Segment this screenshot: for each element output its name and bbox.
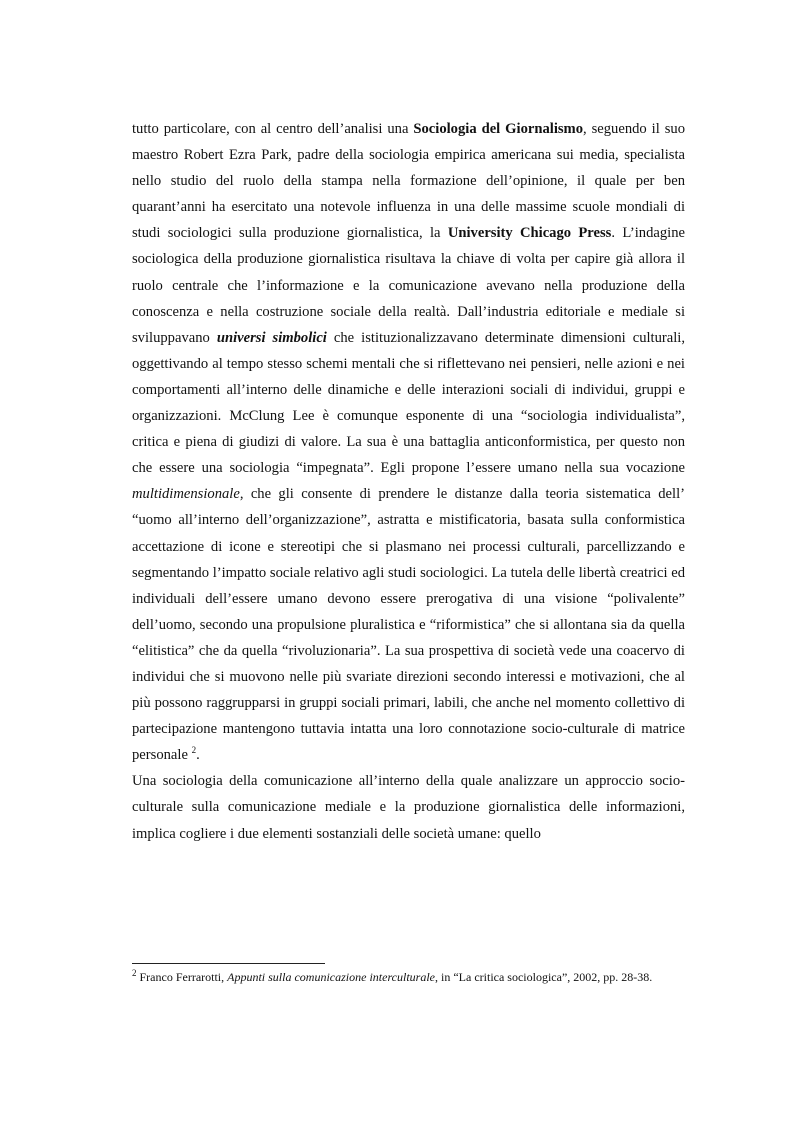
text-run: . L’indagine sociologica della produzione giornalistica risultava la chiave di volta per capire già allora il ruolo centrale che l’informazione e la comunicazione avevano nella produzione della conoscenza e nella costruzione sociale della realtà. Dall’industria editoriale e mediale si sviluppavano [132, 225, 686, 346]
footnote-marker: 2 [132, 968, 137, 978]
text-run: . [196, 747, 200, 764]
footnote-divider [132, 963, 325, 964]
paragraph-1 [132, 116, 685, 768]
footnote-title: Appunti sulla comunicazione interculturale [227, 970, 436, 984]
text-run: tutto particolare, con al centro dell’analisi una [132, 121, 414, 137]
footnote [132, 970, 685, 986]
bold-term-university-chicago-press: University Chicago Press [447, 225, 612, 242]
paragraph-2: Una sociologia della comunicazione all’interno della quale analizzare un approccio socio-culturale sulla comunicazione mediale e la produzione giornalistica delle informazioni, implica cogliere i due elementi sostanziali delle società umane: quello [132, 773, 685, 842]
italic-term-multidimensionale: multidimensionale [132, 486, 240, 503]
footnote-citation: , in “La critica sociologica”, 2002, pp. 28-38. [435, 970, 653, 984]
text-run: , che gli consente di prendere le distanze dalla teoria sistematica dell’ “uomo all’interno dell’organizzazione”, astratta e mistificatoria, basata sulla conformistica accettazione di icone e stereotipi che si plasmano nei processi culturali, parcellizzando e segmentando l’impatto sociale relativo agli studi sociologici. La tutela delle libertà creatrici ed individuali dell’essere umano devono essere prerogativa di una visione “polivalente” dell’uomo, secondo una propulsione pluralistica e “riformistica” che si allontana sia da quella “elitistica” che da quella “rivoluzionaria”. La sua prospettiva di società vede una coacervo di individui che si muovono nelle più svariate direzioni secondo interessi e motivazioni, che al più possono raggrupparsi in gruppi sociali primari, labili, che anche nel momento collettivo di partecipazione mantengono tuttavia intatta una loro connotazione socio-culturale di matrice personale [132, 486, 685, 764]
footnote-reference: 2 [191, 745, 197, 756]
footnote-author: Franco Ferrarotti, [136, 970, 228, 984]
bold-italic-term-universi-simbolici: universi simbolici [216, 329, 327, 346]
text-run: che istituzionalizzavano determinate dimensioni culturali, oggettivando al tempo stesso schemi mentali che si riflettevano nei pensieri, nelle azioni e nei comportamenti all’interno delle dinamiche e delle interazioni sociali di individui, gruppi e organizzazioni. McClung Lee è comunque esponente di una “sociologia individualista”, critica e piena di giudizi di valore. La sua è una battaglia anticonformistica, per questo non che essere una sociologia “impegnata”. Egli propone l’essere umano nella sua vocazione [132, 329, 685, 477]
text-run: , seguendo il suo maestro Robert Ezra Park, padre della sociologia empirica americana sui media, specialista nello studio del ruolo della stampa nella formazione dell’opinione, il quale per ben quarant’anni ha esercitato una notevole influenza in una delle massime scuole mondiali di studi sociologici sulla produzione giornalistica, la [132, 121, 685, 242]
bold-term-sociologia-giornalismo: Sociologia del Giornalismo [413, 121, 584, 137]
body-text [132, 116, 685, 847]
